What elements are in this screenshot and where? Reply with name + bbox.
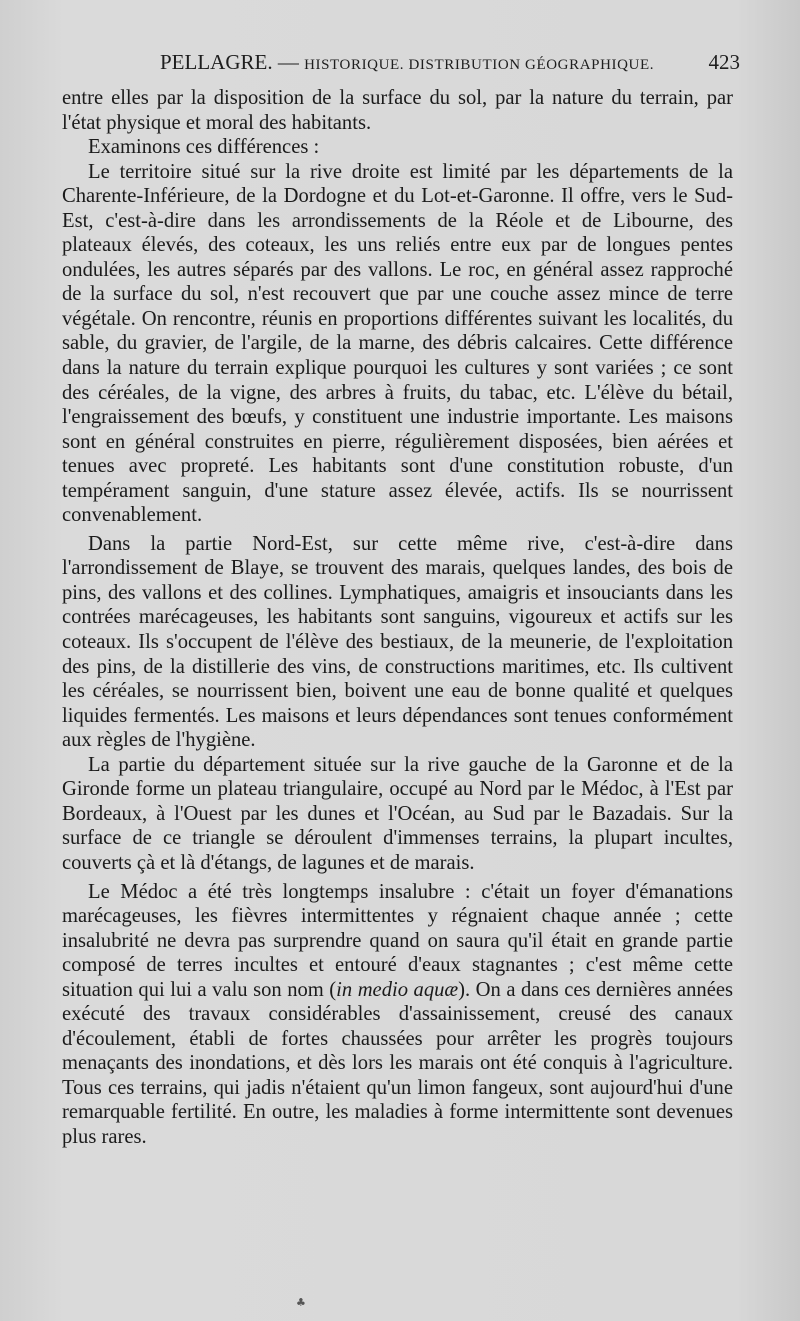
medoc-text-b: ). On a dans ces dernières années exécuté des travaux considérables d'assainissement, creusé des canaux d'écoulement, établi de fortes chaussées pour arrêter les progrès toujours menaçants des inondations, et dès lors les marais ont été conquis à l'agriculture. Tous ces terrains, qui jadis n'étaient qu'un limon fangeux, sont aujourd'hui d'une remarquable fertilité. En outre, les maladies à forme intermittente sont devenues plus rares.	[62, 978, 734, 1148]
page-number: 423	[708, 50, 740, 74]
medoc-latin-phrase: in medio aquæ	[336, 978, 459, 1001]
paragraph-rive-droite: Le territoire situé sur la rive droite est limité par les départements de la Charente-Inférieure, de la Dordogne et du Lot-et-Garonne. Il offre, vers le Sud-Est, c'est-à-dire dans les arrondissements de la Réole et de Libourne, des plateaux élevés, des coteaux, les uns reliés entre eux par de longues pentes ondulées, les autres séparés par des vallons. Le roc, en général assez rapproché de la surface du sol, n'est recouvert que par une couche assez mince de terre végétale. On rencontre, réunis en proportions différentes suivant les localités, du sable, du gravier, de l'argile, de la marne, des débris calcaires. Cette différence dans la nature du terrain explique pourquoi les cultures y sont variées ; ce sont des céréales, de la vigne, des arbres à fruits, du tabac, etc. L'élève du bétail, l'engraissement des bœufs, y constituent une industrie importante. Les maisons sont en général construites en pierre, régulièrement disposées, bien aérées et tenues avec propreté. Les habitants sont d'une constitution robuste, d'un tempérament sanguin, d'une stature assez élevée, actifs. Ils se nourrissent convenablement.	[62, 160, 733, 527]
body-text	[62, 86, 733, 1150]
header-subtitle: HISTORIQUE. DISTRIBUTION GÉOGRAPHIQUE.	[304, 57, 655, 73]
paragraph-rive-gauche: La partie du département située sur la rive gauche de la Garonne et de la Gironde forme un plateau triangulaire, occupé au Nord par le Médoc, à l'Est par Bordeaux, à l'Ouest par les dunes et l'Océan, au Sud par le Bazadais. Sur la surface de ce triangle se déroulent d'immenses terrains, la plupart incultes, couverts çà et là d'étangs, de lagunes et de marais.	[62, 753, 733, 874]
paragraph-examinons: Examinons ces différences :	[88, 136, 320, 159]
medoc-text-a: Le Médoc a été très longtemps insalubre : c'était un foyer d'émanations marécageuses, les fièvres intermittentes y régnaient chaque année ; cette insalubrité ne devra pas surprendre quand on saura qu'il était en grande partie composé de terres incultes et entouré d'eaux stagnantes ; c'est même cette situation qui lui a valu son nom (	[62, 880, 733, 1001]
paragraph-nord-est: Dans la partie Nord-Est, sur cette même rive, c'est-à-dire dans l'arrondissement de Blaye, se trouvent des marais, quelques landes, des bois de pins, des vallons et des collines. Lymphatiques, amaigris et insouciants dans les contrées marécageuses, les habitants sont sanguins, vigoureux et actifs sur les coteaux. Ils s'occupent de l'élève des bestiaux, de la meunerie, de l'exploitation des pins, de la distillerie des vins, de constructions maritimes, etc. Ils cultivent les céréales, se nourrissent bien, boivent une eau de bonne qualité et quelques liquides fermentés. Les maisons et leurs dépendances sont tenues conformément aux règles de l'hygiène.	[62, 532, 733, 752]
header-dash: —	[277, 50, 299, 74]
paragraph-continuation: entre elles par la disposition de la surface du sol, par la nature du terrain, par l'état physique et moral des habitants.	[62, 87, 733, 134]
header-run	[160, 50, 654, 75]
header-title: PELLAGRE.	[160, 50, 273, 74]
running-header	[160, 50, 740, 80]
printer-mark-icon: ♣	[296, 1296, 306, 1309]
paragraph-medoc	[62, 880, 733, 1150]
